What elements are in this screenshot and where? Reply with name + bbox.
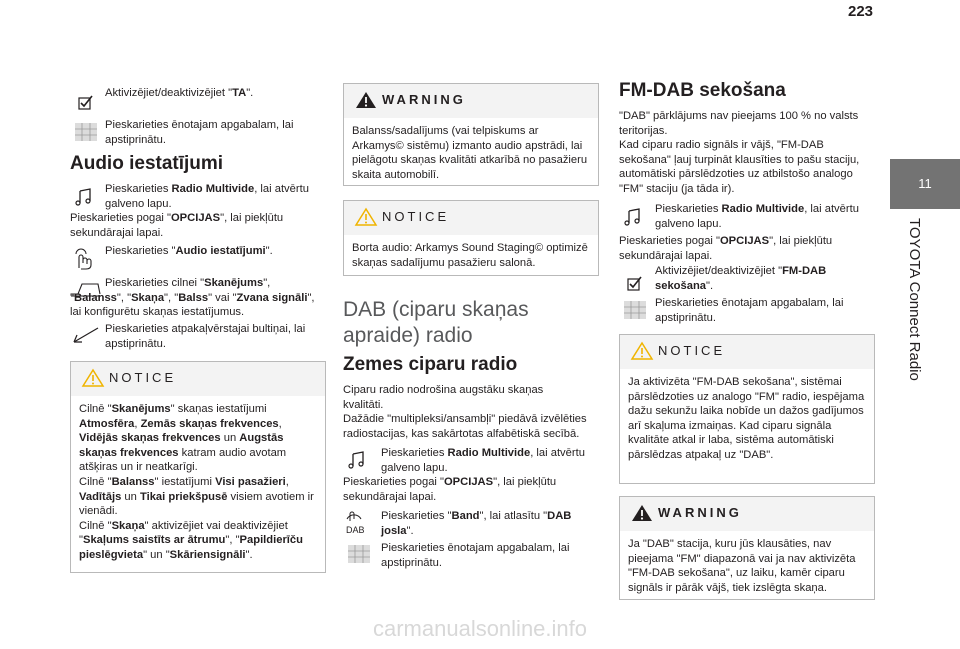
t-bold: Papildierīču pieslēgvieta xyxy=(79,534,303,561)
t-bold: Band xyxy=(451,510,480,522)
audio-settings-heading: Audio iestatījumi xyxy=(70,153,224,174)
notice-label: NOTICE xyxy=(382,209,450,224)
t: Pieskarieties xyxy=(655,203,722,215)
step-radio-media xyxy=(655,202,873,231)
t: Pieskarieties " xyxy=(105,245,176,257)
t: ". xyxy=(246,87,254,99)
t-bold: FM-DAB sekošana xyxy=(655,265,827,292)
step-audio-settings xyxy=(105,244,325,259)
t-bold: Skāriensignāli xyxy=(169,548,246,561)
t: " iestatījumi xyxy=(154,475,216,488)
music-note-icon xyxy=(619,207,645,227)
t: ", lai piekļūtu sekundārajai lapai. xyxy=(619,235,833,262)
t: Pieskarieties xyxy=(105,183,172,195)
t: ", lai piekļūtu sekundārajai lapai. xyxy=(343,476,557,503)
t: ", " xyxy=(116,291,132,304)
page-number: 223 xyxy=(848,3,874,20)
t: visiem avotiem ir vienādi. xyxy=(79,490,314,518)
terr-p2: Dažādie "multipleksi/ansambļi" piedāvā izvēlēties radiostacijas, kas sakārtotas alfabētiskā secībā. xyxy=(343,413,587,440)
step-radio-media xyxy=(381,446,596,475)
t-bold: Audio iestatījumi xyxy=(175,245,266,257)
music-note-icon xyxy=(343,450,369,470)
warning-body: Ja "DAB" stacija, kuru jūs klausāties, nav pieejama "FM" diapazonā vai ja nav aktivizēta "FM-DAB sekošana", uz laiku, kamēr ciparu signāls ir pārāk vājš, tiek izslēgta skaņa. xyxy=(628,538,856,594)
dab-touch-icon xyxy=(343,509,375,535)
t: Pieskarieties xyxy=(381,447,448,459)
t: , xyxy=(134,417,141,430)
t: , lai atvērtu galveno lapu. xyxy=(381,447,585,474)
t-bold: Skaņa xyxy=(131,291,165,304)
step-fm-dab-toggle xyxy=(655,264,860,293)
touch-icon xyxy=(70,248,96,268)
confirm-text: Pieskarieties ēnotajam apgabalam, lai apstiprinātu. xyxy=(381,542,570,569)
notice-box xyxy=(343,200,599,276)
t: ". xyxy=(265,245,273,257)
step-options xyxy=(343,475,599,504)
t-bold: Atmosfēra xyxy=(79,417,135,430)
t: , lai atvērtu galveno lapu. xyxy=(105,183,309,210)
notice-box xyxy=(619,334,875,484)
t: Aktivizējiet/deaktivizējiet " xyxy=(105,87,233,99)
t: Pieskarieties cilnei " xyxy=(105,277,205,289)
t: katram audio avotam atšķiras un ir neatkarīgi. xyxy=(79,446,287,474)
t-bold: Zvana signāli xyxy=(236,291,308,304)
terrestrial-heading: Zemes ciparu radio xyxy=(343,354,518,375)
t-bold: Radio Multivide xyxy=(171,183,255,195)
t: , lai atvērtu galveno lapu. xyxy=(655,203,859,230)
t: Cilnē " xyxy=(79,403,112,415)
t-bold: Visi pasažieri xyxy=(215,475,286,488)
music-note-icon xyxy=(70,187,96,207)
t-bold: OPCIJAS xyxy=(719,235,770,247)
t: Aktivizējiet/deaktivizējiet " xyxy=(655,265,783,277)
terr-p1: Ciparu radio nodrošina augstāku skaņas kvalitāti. xyxy=(343,384,544,411)
warning-box xyxy=(343,83,599,186)
t-bold: Zemās skaņas frekvences xyxy=(140,417,279,430)
t: Pieskarieties pogai " xyxy=(343,476,444,488)
shaded-area-icon xyxy=(621,297,649,323)
ta-toggle-text xyxy=(105,86,325,101)
shaded-area-icon xyxy=(72,119,100,145)
t: ", lai atlasītu " xyxy=(479,510,548,522)
notice-body xyxy=(71,396,325,569)
t: , xyxy=(278,417,282,430)
notice-header xyxy=(344,201,598,235)
chapter-tab[interactable]: 11 xyxy=(890,159,960,209)
step-options xyxy=(70,211,320,240)
t: Pieskarieties pogai " xyxy=(619,235,720,247)
step-options xyxy=(619,234,875,263)
fm-dab-p2: Kad ciparu radio signāls ir vājš, "FM-DAB sekošana" ļauj turpināt klausīties to pašu staciju, automātiski pārslēdzoties uz atbilstošo analogo "FM" staciju (ja tāda ir). xyxy=(619,139,860,195)
notice-icon xyxy=(81,368,105,388)
notice-box xyxy=(70,361,326,573)
t: ". xyxy=(406,524,414,537)
t: Pieskarieties " xyxy=(381,510,452,522)
shaded-area-icon xyxy=(345,541,373,567)
t: " aktivizējiet vai deaktivizējiet " xyxy=(79,519,288,547)
t: Cilnē " xyxy=(79,475,112,488)
t-bold: DAB josla xyxy=(381,510,572,537)
dab-heading: DAB (ciparu skaņas apraide) radio xyxy=(343,298,529,347)
notice-header xyxy=(71,362,325,396)
t-bold: Balanss xyxy=(73,291,117,304)
fm-dab-p1: "DAB" pārklājums nav pieejams 100 % no valsts teritorijas. xyxy=(619,110,859,137)
t: ", " xyxy=(70,277,271,304)
t-bold: Vadītājs xyxy=(79,490,122,503)
notice-icon xyxy=(354,207,378,227)
t: " un " xyxy=(143,548,170,561)
t: , xyxy=(285,475,289,488)
step-radio-media xyxy=(105,182,325,211)
t-bold: Radio Multivide xyxy=(447,447,531,459)
t-bold: Augstās skaņas frekvences xyxy=(79,432,284,459)
notice-label: NOTICE xyxy=(109,370,177,385)
warning-header xyxy=(620,497,874,531)
t-bold: Skanējums xyxy=(204,277,264,289)
warning-box xyxy=(619,496,875,600)
fm-dab-heading: FM-DAB sekošana xyxy=(619,80,786,101)
side-title-text: TOYOTA Connect Radio xyxy=(906,218,923,381)
step-tabs xyxy=(70,276,326,320)
back-arrow-icon xyxy=(70,325,96,345)
notice-body: Ja aktivizēta "FM-DAB sekošana", sistēmai pārslēdzoties uz analogo "FM" radio, iespējama dažu sekunžu laika nobīde un dažos gadījumos arī skaļuma izmaiņas. Kad ciparu signāla kvalitāte atkal ir laba, sistēma automātiski pārslēdzas atpakaļ uz "DAB". xyxy=(628,376,865,461)
t: ". xyxy=(245,548,253,561)
t-bold: Balss xyxy=(178,291,209,304)
warning-body: Balanss/sadalījums (vai telpiskums ar Arkamys© sistēmu) izmanto audio apstrādi, lai pielāgotu skaņas kvalitāti atkarībā no pasažieru skaita automobilī. xyxy=(352,125,588,181)
warning-label: WARNING xyxy=(658,505,742,520)
warning-header xyxy=(344,84,598,118)
warning-icon xyxy=(354,90,378,110)
dab-icon-text: DAB xyxy=(346,525,365,535)
warning-icon xyxy=(630,503,654,523)
notice-icon xyxy=(630,341,654,361)
t: un xyxy=(121,490,140,503)
notice-body: Borta audio: Arkamys Sound Staging© optimizē skaņas sadalījumu pasažieru salonā. xyxy=(352,242,588,269)
t-bold: Skanējums xyxy=(111,403,171,415)
t: ", lai konfigurētu skaņas iestatījumus. xyxy=(70,291,315,319)
t: " skaņas iestatījumi xyxy=(170,403,267,415)
notice-label: NOTICE xyxy=(658,343,726,358)
t: Cilnē " xyxy=(79,519,112,532)
t-bold: TA xyxy=(232,87,247,99)
t: ", " xyxy=(225,534,240,547)
t-bold: Skaļums saistīts ar ātrumu xyxy=(82,534,226,547)
checkbox-icon xyxy=(70,91,96,111)
confirm-text: Pieskarieties ēnotajam apgabalam, lai apstiprinātu. xyxy=(655,297,844,324)
warning-label: WARNING xyxy=(382,92,466,107)
confirm-text: Pieskarieties ēnotajam apgabalam, lai apstiprinātu. xyxy=(105,119,294,146)
t-bold: Balanss xyxy=(111,475,155,488)
t: un xyxy=(220,432,240,445)
t: ", " xyxy=(164,291,179,304)
t-bold: Vidējās skaņas frekvences xyxy=(79,432,221,445)
t-bold: Tikai priekšpusē xyxy=(139,490,228,503)
t-bold: OPCIJAS xyxy=(170,212,221,224)
step-back: Pieskarieties atpakaļvērstajai bultiņai, lai apstiprinātu. xyxy=(105,323,306,350)
checkbox-icon xyxy=(619,272,645,292)
watermark: carmanualsonline.info xyxy=(372,616,588,641)
t: ". xyxy=(706,279,714,292)
t-bold: Radio Multivide xyxy=(721,203,805,215)
notice-header xyxy=(620,335,874,369)
t: Pieskarieties pogai " xyxy=(70,212,171,224)
t: ", lai piekļūtu sekundārajai lapai. xyxy=(70,212,284,239)
step-band xyxy=(381,509,596,538)
t: " vai " xyxy=(208,291,237,304)
t-bold: Skaņa xyxy=(111,519,145,532)
side-title xyxy=(898,218,928,388)
t-bold: OPCIJAS xyxy=(443,476,494,488)
